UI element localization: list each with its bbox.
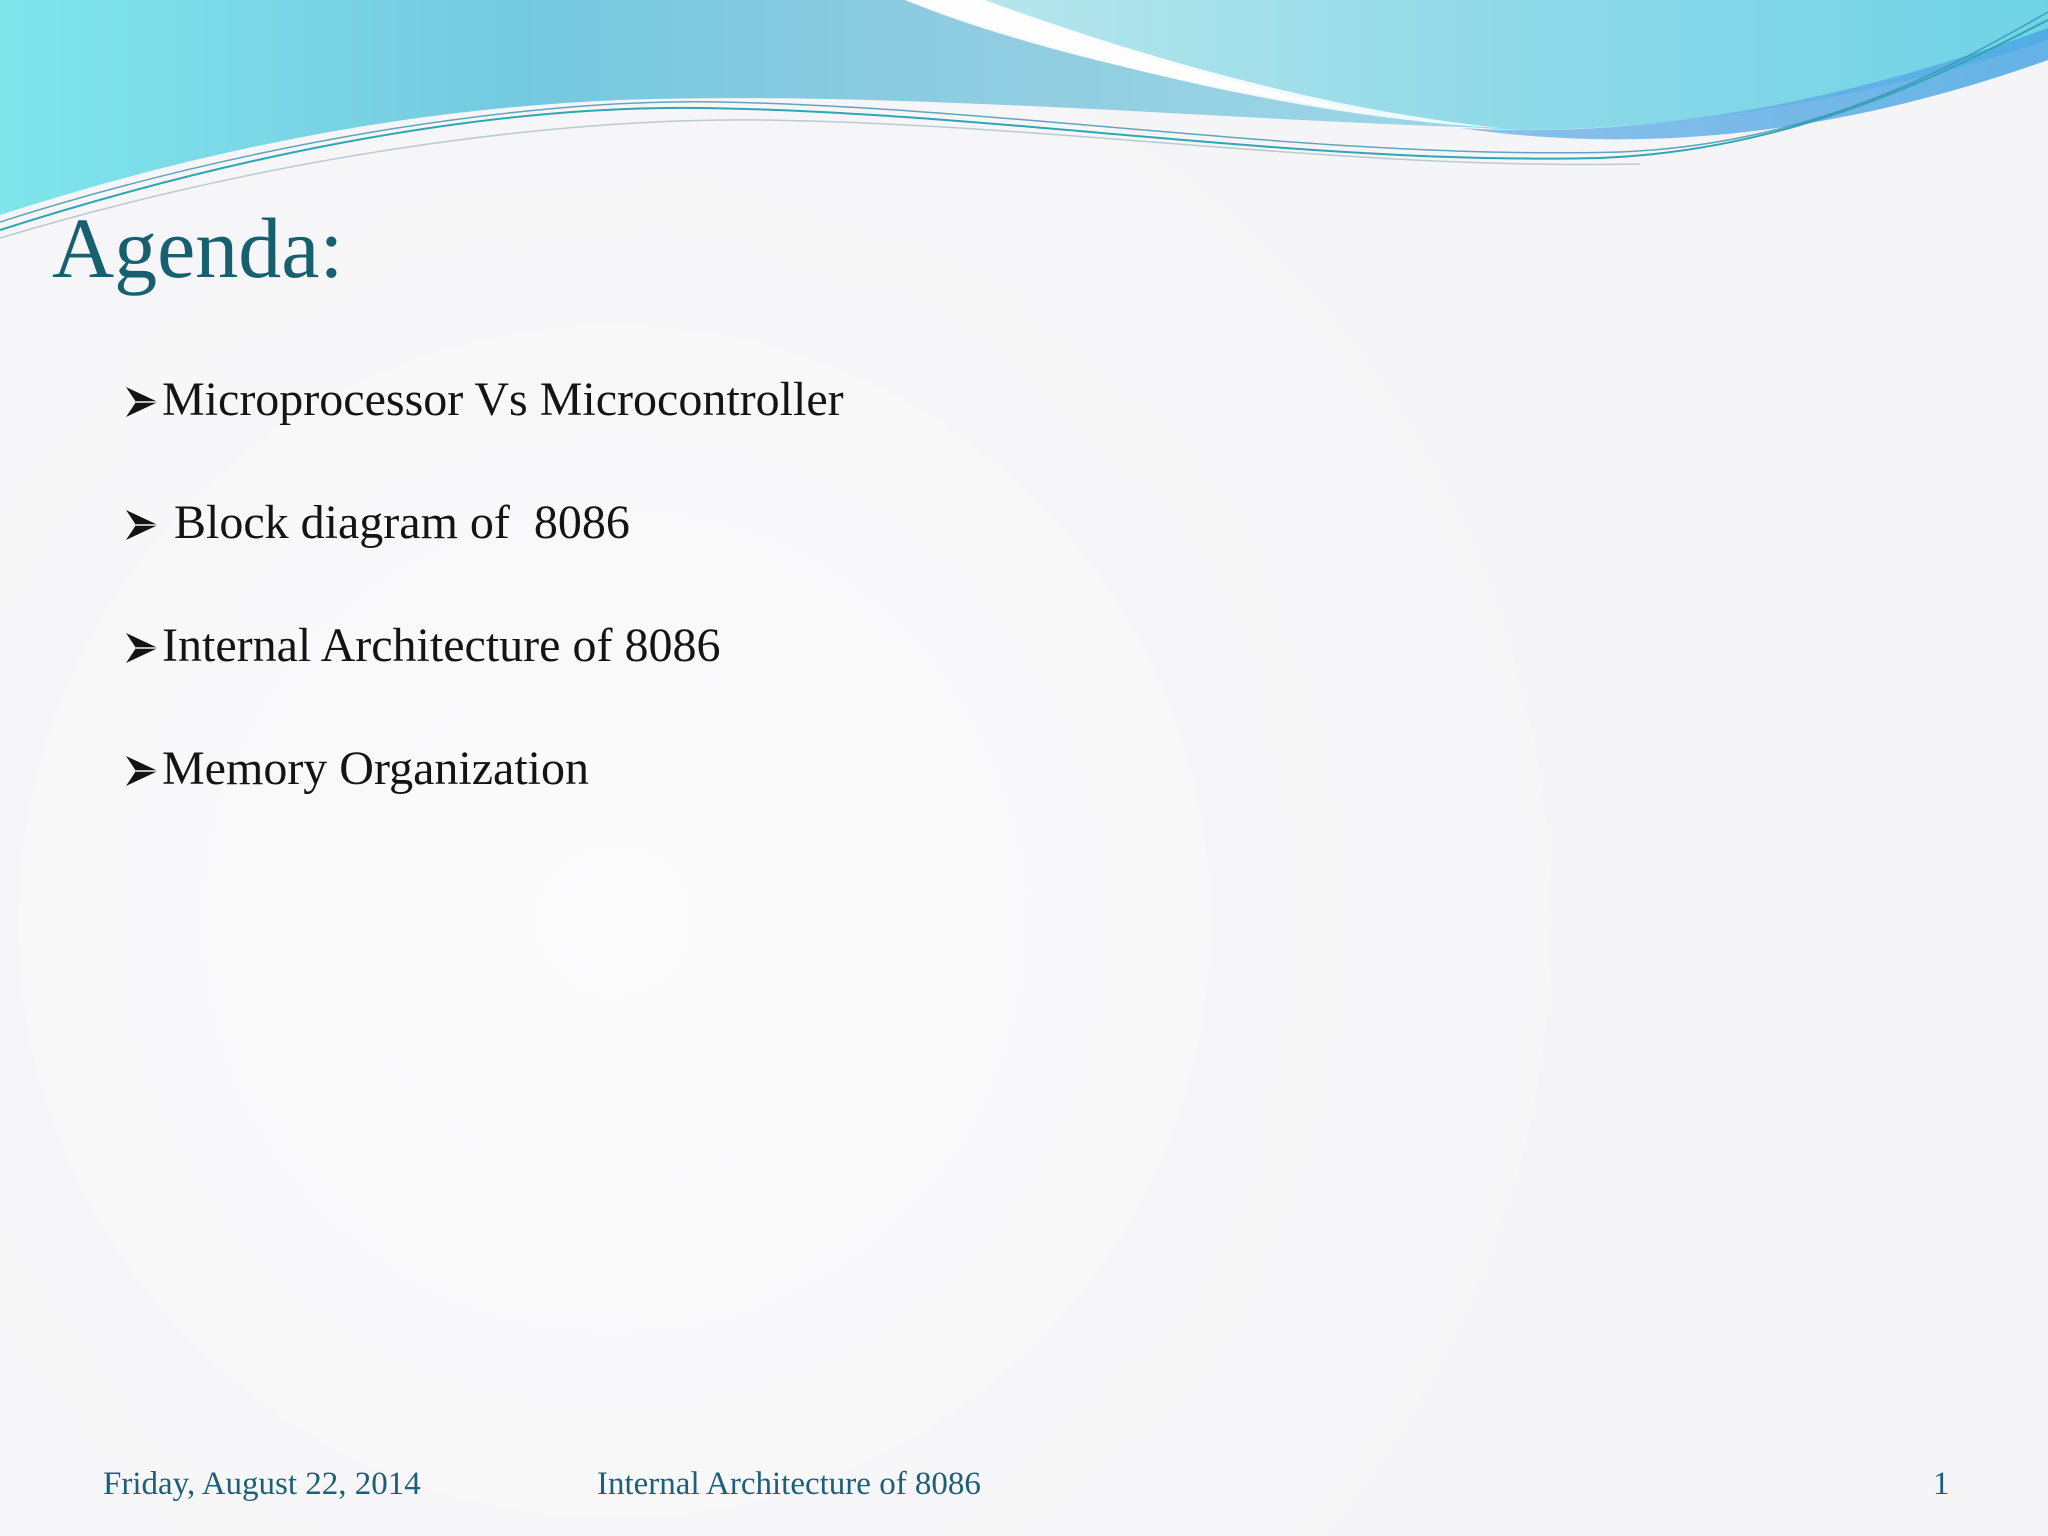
footer-page-number: 1	[1933, 1466, 1950, 1502]
agenda-item-text: Block diagram of 8086	[162, 496, 630, 549]
agenda-item-text: Memory Organization	[162, 742, 590, 795]
agenda-item	[122, 486, 844, 609]
agenda-item	[122, 363, 844, 486]
arrowhead-bullet-icon	[122, 609, 162, 683]
footer-title: Internal Architecture of 8086	[597, 1466, 981, 1502]
agenda-list	[122, 363, 844, 855]
slide-title: Agenda:	[52, 200, 344, 296]
agenda-item	[122, 732, 844, 855]
agenda-item-text: Microprocessor Vs Microcontroller	[162, 373, 844, 426]
arrowhead-bullet-icon	[122, 486, 162, 560]
footer-date: Friday, August 22, 2014	[103, 1466, 421, 1502]
agenda-item-text: Internal Architecture of 8086	[162, 619, 721, 672]
agenda-item	[122, 609, 844, 732]
arrowhead-bullet-icon	[122, 732, 162, 806]
arrowhead-bullet-icon	[122, 363, 162, 437]
